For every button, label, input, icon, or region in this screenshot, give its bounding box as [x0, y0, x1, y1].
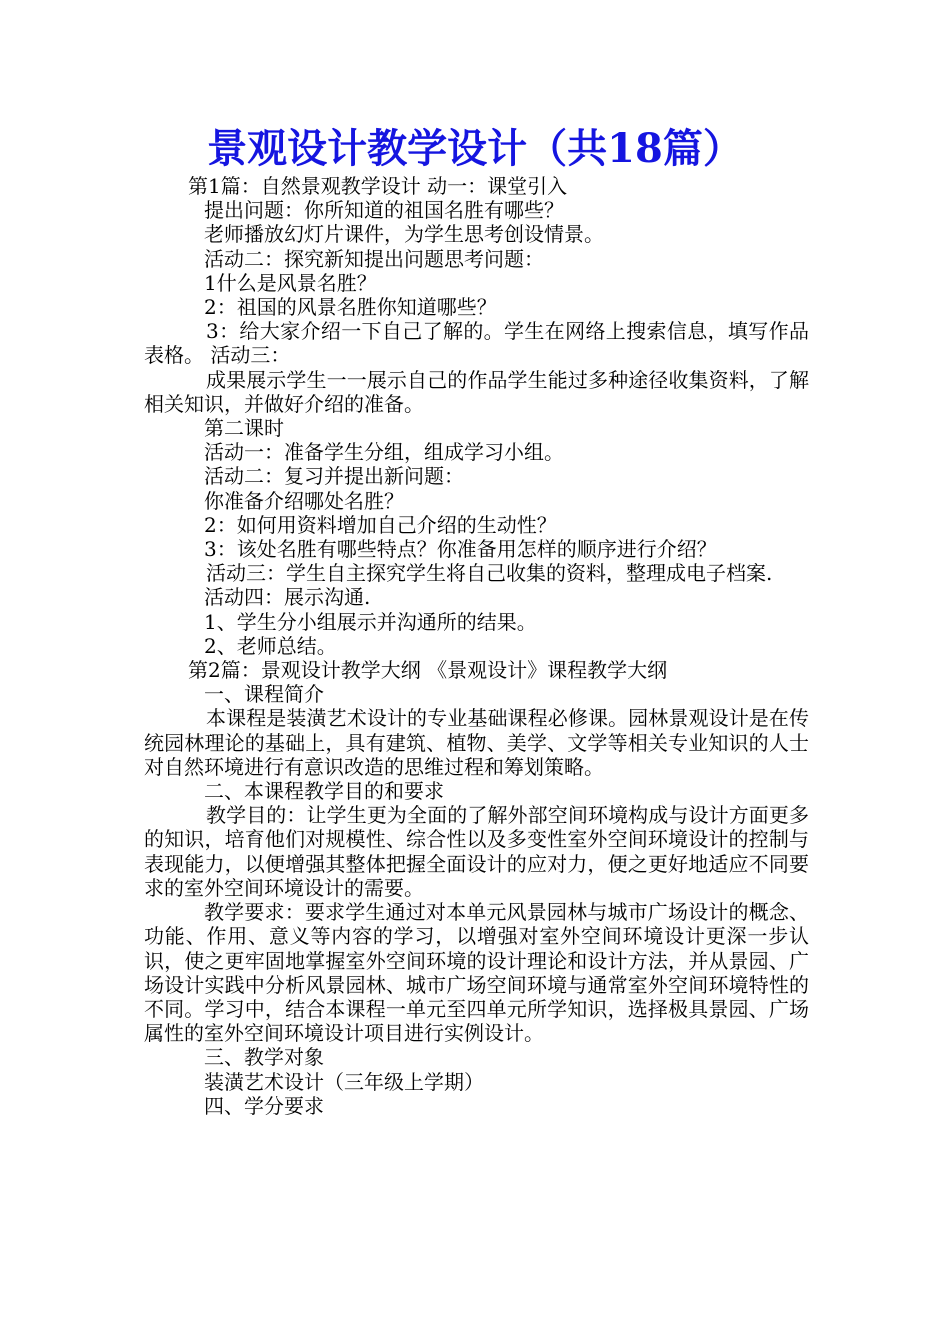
- paragraph: 装潢艺术设计（三年级上学期）: [204, 1069, 484, 1094]
- paragraph: 本课程是装潢艺术设计的专业基础课程必修课。园林景观设计是在传统园林理论的基础上，具有建筑、植物、美学、文学等相关专业知识的人士对自然环境进行有意识改造的思维过程和筹划策略。: [144, 706, 809, 779]
- paragraph: 老师播放幻灯片课件，为学生思考创设情景。: [204, 222, 604, 247]
- paragraph: 教学目的：让学生更为全面的了解外部空间环境构成与设计方面更多的知识，培育他们对规模性、综合性以及多变性室外空间环境设计的控制与表现能力，以便增强其整体把握全面设计的应对力，便之更好地适应不同要求的室外空间环境设计的需要。: [144, 803, 809, 900]
- paragraph: 活动三：学生自主探究学生将自己收集的资料，整理成电子档案.: [206, 561, 773, 586]
- document-body: [144, 174, 809, 1118]
- paragraph: 3：该处名胜有哪些特点？你准备用怎样的顺序进行介绍？: [204, 537, 717, 562]
- section-heading: 一、课程简介: [204, 682, 324, 707]
- paragraph: 1什么是风景名胜？: [204, 270, 377, 295]
- paragraph: 活动四：展示沟通.: [204, 585, 371, 610]
- paragraph: 教学要求：要求学生通过对本单元风景园林与城市广场设计的概念、功能、作用、意义等内容的学习，以增强对室外空间环境设计更深一步认识，使之更牢固地掌握室外空间环境的设计理论和设计方法，并从景园、广场设计实践中分析风景园林、城市广场空间环境与通常室外空间环境特性的不同。学习中，结合本课程一单元至四单元所学知识，选择极具景园、广场属性的室外空间环境设计项目进行实例设计。: [144, 900, 809, 1046]
- paragraph: 活动一：准备学生分组，组成学习小组。: [204, 440, 564, 465]
- paragraph: 活动二：探究新知提出问题思考问题：: [204, 246, 544, 271]
- section-heading: 四、学分要求: [204, 1093, 324, 1118]
- section-heading: 三、教学对象: [204, 1045, 324, 1070]
- paragraph: 成果展示学生一一展示自己的作品学生能过多种途径收集资料，了解相关知识，并做好介绍的准备。: [144, 367, 809, 416]
- paragraph: 2：如何用资料增加自己介绍的生动性？: [204, 512, 557, 537]
- paragraph: 第1篇：自然景观教学设计 动一：课堂引入: [188, 174, 568, 198]
- paragraph: 1、学生分小组展示并沟通所的结果。: [204, 609, 537, 634]
- paragraph: 2：祖国的风景名胜你知道哪些？: [204, 295, 497, 320]
- document-title: 景观设计教学设计（共18篇）: [207, 125, 743, 172]
- paragraph: 2、老师总结。: [204, 633, 337, 658]
- paragraph: 第2篇：景观设计教学大纲 《景观设计》课程教学大纲: [188, 658, 668, 683]
- paragraph: 活动二：复习并提出新问题：: [204, 464, 464, 489]
- paragraph: 第二课时: [204, 416, 284, 441]
- paragraph: 3：给大家介绍一下自己了解的。学生在网络上搜索信息，填写作品表格。 活动三：: [144, 319, 809, 368]
- paragraph: 你准备介绍哪处名胜？: [204, 488, 404, 513]
- paragraph: 提出问题：你所知道的祖国名胜有哪些？: [204, 198, 564, 223]
- section-heading: 二、本课程教学目的和要求: [204, 779, 444, 804]
